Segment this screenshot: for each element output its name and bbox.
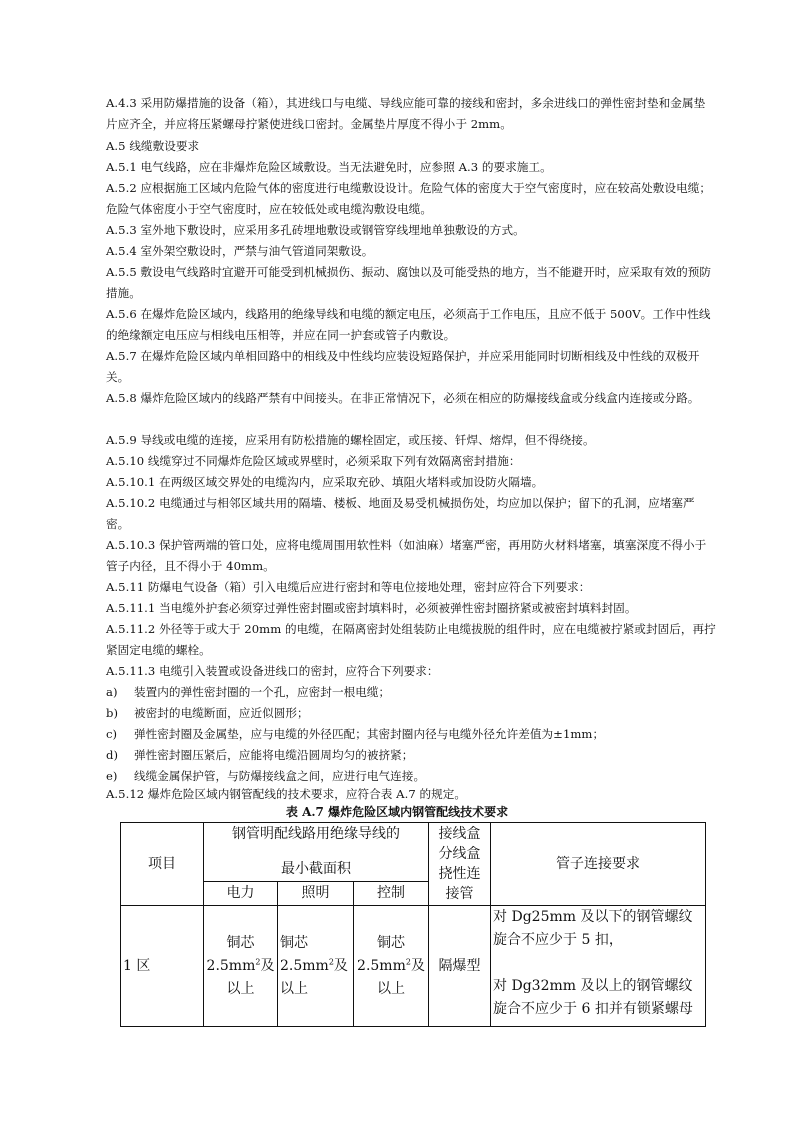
header-power: 电力 bbox=[204, 882, 278, 906]
cell-power-size: 2.5mm bbox=[206, 957, 256, 974]
para-a-5-6: A.5.6 在爆炸危险区域内，线路用的绝缘导线和电缆的额定电压，必须高于工作电压，且应不低于 500V。工作中性线的绝缘额定电压应与相线电压相等，并应在同一护套或管子内敷设。 bbox=[106, 307, 711, 343]
header-box-cell bbox=[429, 823, 491, 906]
header-item: 项目 bbox=[148, 855, 176, 872]
header-box-line3: 挠性连 bbox=[438, 866, 481, 882]
list-marker: a) bbox=[106, 685, 118, 699]
list-marker: c) bbox=[106, 727, 118, 741]
header-group-line2: 最小截面积 bbox=[281, 861, 352, 877]
cell-lighting-l1: 铜芯 bbox=[280, 934, 308, 951]
para-a-5-1: A.5.1 电气线路，应在非爆炸危险区域敷设。当无法避免时，应参照 A.3 的要求施工。 bbox=[106, 160, 552, 174]
para-a-5-9: A.5.9 导线或电缆的连接，应采用有防松措施的螺栓固定，或压接、钎焊、熔焊，但不得绕接。 bbox=[106, 433, 595, 447]
cell-control-and: 及 bbox=[410, 957, 425, 974]
list-text: 被密封的电缆断面，应近似圆形； bbox=[134, 706, 309, 720]
cell-power-l2 bbox=[206, 955, 275, 978]
para-a-5-11: A.5.11 防爆电气设备（箱）引入电缆后应进行密封和等电位接地处理，密封应符合下列要求： bbox=[106, 580, 591, 594]
cell-req2: 对 Dg32mm 及以上的钢管螺纹旋合不应少于 6 扣并有锁紧螺母 bbox=[493, 978, 693, 1017]
header-lighting: 照明 bbox=[278, 882, 354, 906]
cell-power-l1: 铜芯 bbox=[226, 934, 255, 951]
cell-box: 隔爆型 bbox=[429, 906, 491, 1027]
steel-pipe-wiring-table bbox=[120, 822, 706, 1027]
para-a-4-3: A.4.3 采用防爆措施的设备（箱），其进线口与电缆、导线应能可靠的接线和密封，多余进线口的弹性密封垫和金属垫片应齐全，并应将压紧螺母拧紧使进线口密封。金属垫片厚度不得小于 2mm。 bbox=[106, 96, 706, 132]
section-heading-a-5: A.5 线缆敷设要求 bbox=[106, 139, 200, 153]
list-marker: e) bbox=[106, 769, 118, 783]
para-a-5-2: A.5.2 应根据施工区域内危险气体的密度进行电缆敷设设计。危险气体的密度大于空气密度时，应在较高处敷设电缆；危险气体密度小于空气密度时，应在较低处或电缆沟敷设电缆。 bbox=[106, 181, 712, 217]
para-a-5-8: A.5.8 爆炸危险区域内的线路严禁有中间接头。在非正常情况下，必须在相应的防爆接线盒或分线盒内连接或分路。 bbox=[106, 391, 700, 405]
list-text: 弹性密封圈及金属垫，应与电缆的外径匹配；其密封圈内径与电缆外径允许差值为±1mm； bbox=[134, 727, 605, 741]
para-a-5-5: A.5.5 敷设电气线路时宜避开可能受到机械损伤、振动、腐蚀以及可能受热的地方，当不能避开时，应采取有效的预防措施。 bbox=[106, 265, 712, 301]
list-text: 装置内的弹性密封圈的一个孔，应密封一根电缆； bbox=[134, 685, 391, 699]
para-a-5-3: A.5.3 室外地下敷设时，应采用多孔砖埋地敷设或钢管穿线埋地单独敷设的方式。 bbox=[106, 223, 525, 237]
cell-lighting-l2 bbox=[280, 955, 351, 978]
para-a-5-11-1: A.5.11.1 当电缆外护套必须穿过弹性密封圈或密封填料时，必须被弹性密封圈挤紧或被密封填料封固。 bbox=[106, 601, 637, 615]
cell-lighting-size: 2.5mm bbox=[280, 957, 329, 974]
cell-control-l1: 铜芯 bbox=[377, 934, 406, 951]
para-a-5-11-2: A.5.11.2 外径等于或大于 20mm 的电缆，在隔离密封处组装防止电缆拔脱的组件时，应在电缆被拧紧或封固后，再拧紧固定电缆的螺栓。 bbox=[106, 622, 716, 658]
cell-power bbox=[204, 906, 278, 1027]
header-pipe-cell bbox=[491, 823, 706, 906]
cell-lighting-l3: 以上 bbox=[280, 980, 308, 997]
cell-control-sup: 2 bbox=[405, 956, 411, 966]
header-box-line4: 接管 bbox=[445, 886, 474, 902]
cell-lighting bbox=[278, 906, 354, 1027]
para-a-5-10-2: A.5.10.2 电缆通过与相邻区域共用的隔墙、楼板、地面及易受机械损伤处，均应加以保护；留下的孔洞，应堵塞严密。 bbox=[106, 496, 695, 532]
list-item-c bbox=[106, 724, 716, 745]
cell-pipe-requirements bbox=[491, 906, 706, 1027]
cell-control bbox=[354, 906, 429, 1027]
cell-power-and: 及 bbox=[260, 957, 275, 974]
header-box-line2: 分线盒 bbox=[438, 846, 481, 862]
cell-req1: 对 Dg25mm 及以下的钢管螺纹旋合不应少于 5 扣， bbox=[493, 909, 693, 948]
cell-control-l2 bbox=[356, 955, 426, 978]
header-box-line1: 接线盒 bbox=[438, 826, 481, 842]
list-item-a bbox=[106, 682, 716, 703]
table-row-zone-1 bbox=[121, 906, 706, 1027]
cell-power-sup: 2 bbox=[255, 956, 261, 966]
cell-lighting-and: 及 bbox=[333, 957, 348, 974]
para-a-5-10-1: A.5.10.1 在两级区域交界处的电缆沟内，应采取充砂、填阻火堵料或加设防火隔墙。 bbox=[106, 475, 544, 489]
list-marker: b) bbox=[106, 706, 119, 720]
cell-power-l3: 以上 bbox=[226, 980, 255, 997]
cell-control-size: 2.5mm bbox=[357, 957, 406, 974]
list-marker: d) bbox=[106, 748, 119, 762]
para-a-5-4: A.5.4 室外架空敷设时，严禁与油气管道同架敷设。 bbox=[106, 244, 374, 258]
cell-zone: 1 区 bbox=[121, 906, 204, 1027]
para-a-5-10: A.5.10 线缆穿过不同爆炸危险区域或界壁时，必须采取下列有效隔离密封措施： bbox=[106, 454, 521, 468]
header-item-cell bbox=[121, 823, 204, 906]
header-group-cell bbox=[204, 823, 429, 882]
table-caption: 表 A.7 爆炸危险区域内钢管配线技术要求 bbox=[285, 805, 509, 819]
header-control: 控制 bbox=[354, 882, 429, 906]
list-text: 弹性密封圈压紧后，应能将电缆沿圆周均匀的被挤紧； bbox=[134, 748, 414, 762]
table-header-row-1 bbox=[121, 823, 706, 882]
para-a-5-11-3: A.5.11.3 电缆引入装置或设备进线口的密封，应符合下列要求： bbox=[106, 664, 439, 678]
cell-control-l3: 以上 bbox=[377, 980, 406, 997]
list-item-d bbox=[106, 745, 716, 766]
para-a-5-7: A.5.7 在爆炸危险区域内单相回路中的相线及中性线均应装设短路保护，并应采用能同时切断相线及中性线的双极开关。 bbox=[106, 349, 700, 385]
list-item-b bbox=[106, 703, 716, 724]
header-group-line1: 钢管明配线路用绝缘导线的 bbox=[232, 826, 401, 842]
para-a-5-12: A.5.12 爆炸危险区域内钢管配线的技术要求，应符合表 A.7 的规定。 bbox=[106, 787, 467, 801]
list-text: 线缆金属保护管，与防爆接线盒之间，应进行电气连接。 bbox=[134, 769, 426, 783]
para-a-5-10-3: A.5.10.3 保护管两端的管口处，应将电缆周围用软性料（如油麻）堵塞严密，再用防火材料堵塞，填塞深度不得小于管子内径，且不得小于 40mm。 bbox=[106, 538, 707, 574]
header-pipe: 管子连接要求 bbox=[556, 855, 641, 872]
cell-lighting-sup: 2 bbox=[328, 956, 334, 966]
